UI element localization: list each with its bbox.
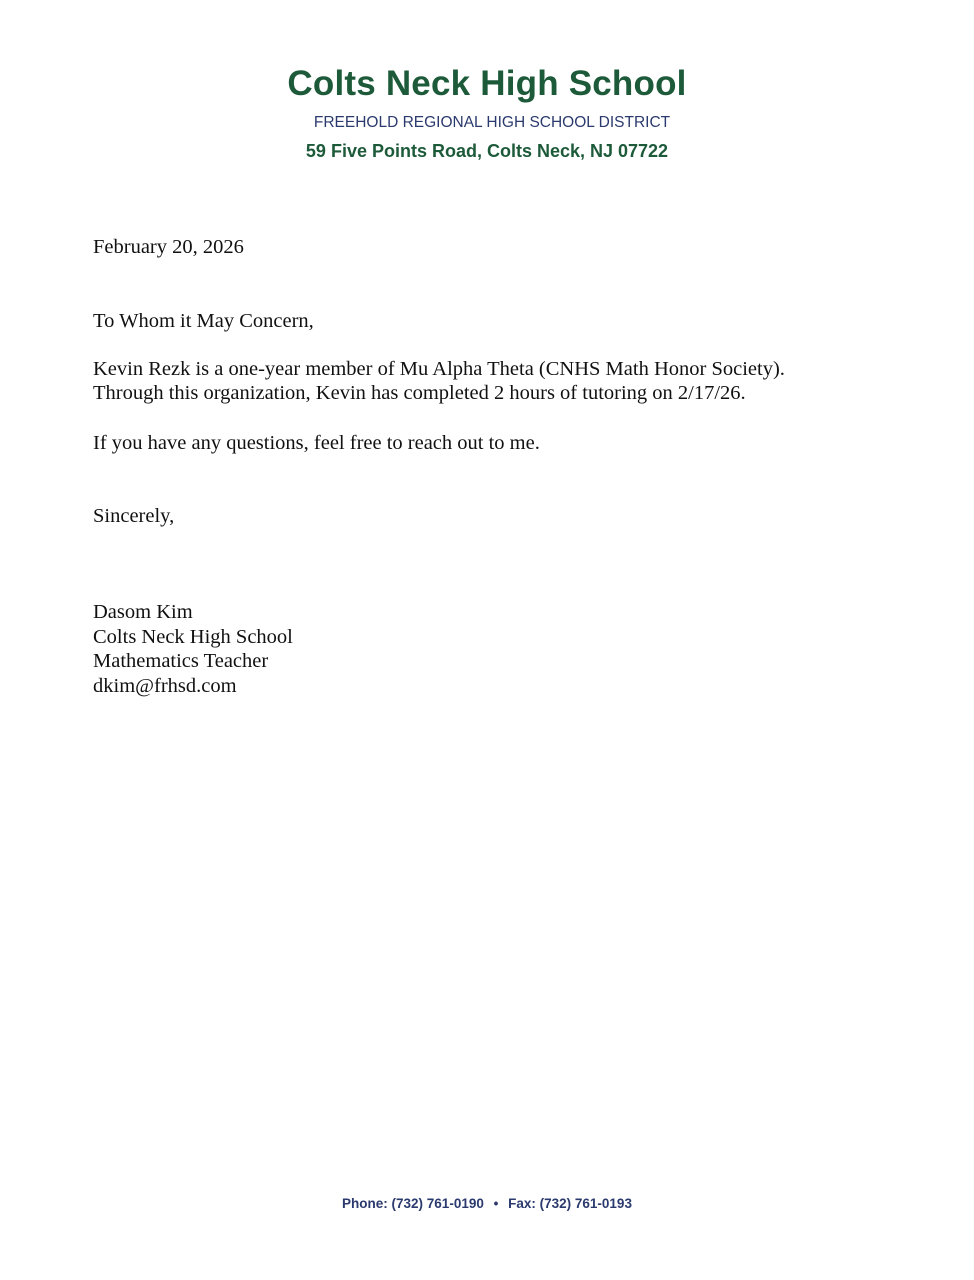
- footer-separator: •: [493, 1196, 499, 1211]
- salutation: To Whom it May Concern,: [93, 310, 314, 332]
- school-address: 59 Five Points Road, Colts Neck, NJ 07722: [305, 141, 669, 161]
- paragraph-2: If you have any questions, feel free to reach out to me.: [93, 432, 540, 454]
- paragraph-1-line-2: Through this organization, Kevin has completed 2 hours of tutoring on 2/17/26.: [93, 382, 746, 404]
- paragraph-1-line-1: Kevin Rezk is a one-year member of Mu Alpha Theta (CNHS Math Honor Society).: [93, 358, 785, 380]
- footer-phone: Phone: (732) 761-0190: [342, 1196, 484, 1211]
- signature-school: Colts Neck High School: [93, 626, 293, 648]
- closing: Sincerely,: [93, 505, 175, 527]
- footer-contact: [0, 1196, 974, 1211]
- signature-title: Mathematics Teacher: [93, 650, 269, 672]
- school-name: Colts Neck High School: [287, 64, 687, 103]
- district-name: FREEHOLD REGIONAL HIGH SCHOOL DISTRICT: [313, 114, 671, 131]
- signature-name: Dasom Kim: [93, 601, 193, 623]
- footer-fax: Fax: (732) 761-0193: [508, 1196, 632, 1211]
- signature-email: dkim@frhsd.com: [93, 675, 237, 697]
- letter-date: February 20, 2026: [93, 236, 244, 258]
